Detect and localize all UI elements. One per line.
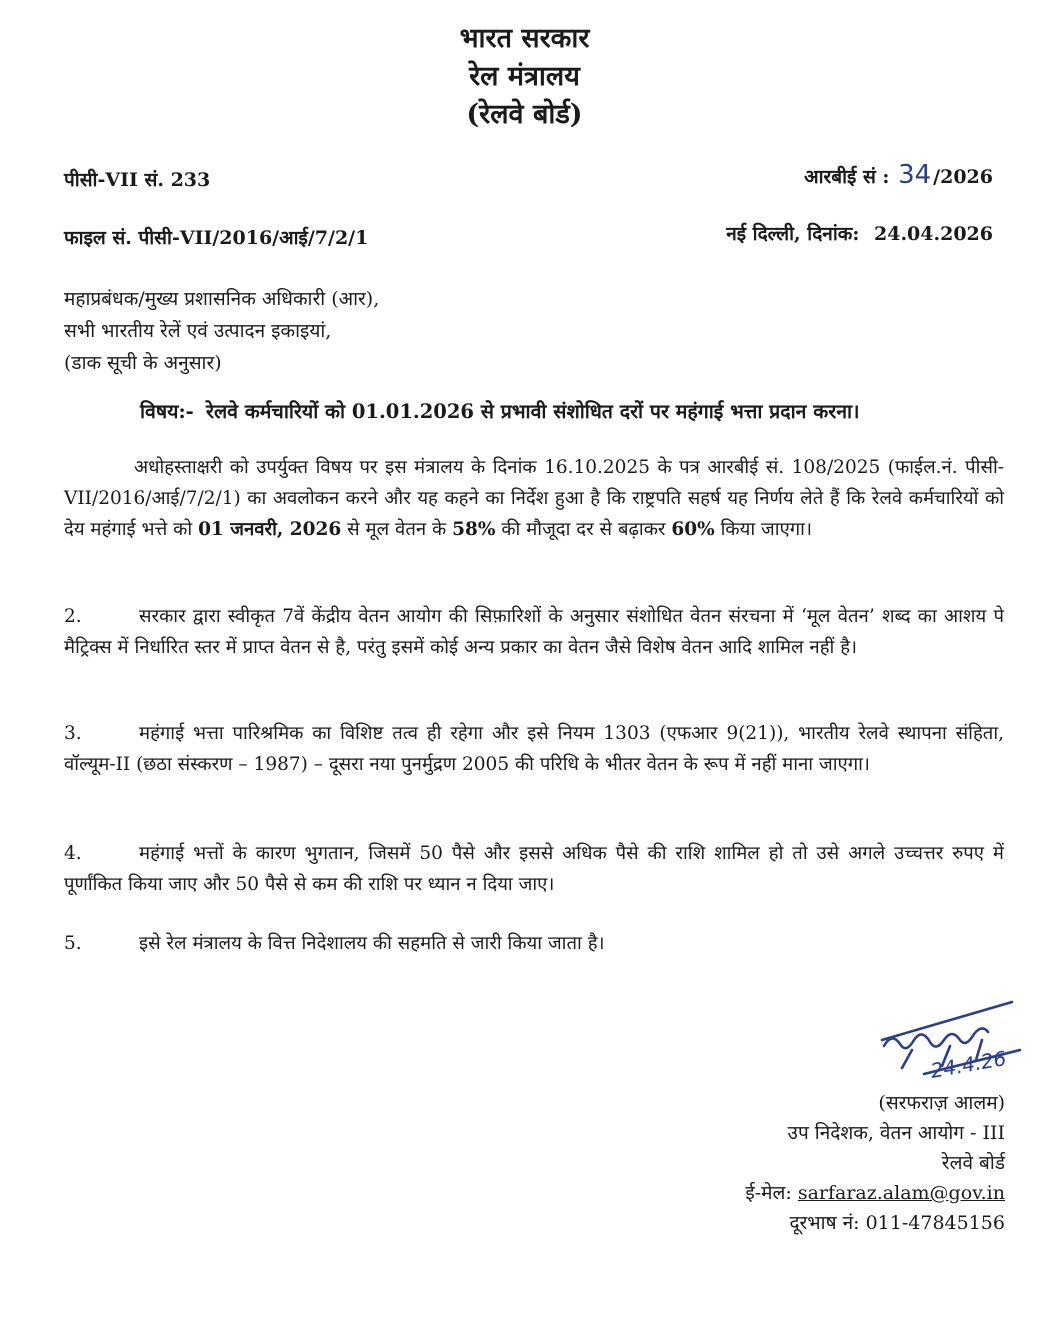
- paragraph-5: 5. इसे रेल मंत्रालय के वित्त निदेशालय की सहमति से जारी किया जाता है।: [64, 928, 1004, 959]
- rbe-number: [804, 160, 993, 190]
- rbe-handwritten-number: 34: [898, 160, 932, 190]
- subject-line: [140, 397, 859, 424]
- signatory-designation: उप निदेशक, वेतन आयोग - III: [787, 1122, 1005, 1144]
- signatory-block: [745, 1088, 1005, 1238]
- new-rate: 60%: [671, 519, 715, 540]
- place-date: [726, 220, 993, 246]
- place-date-label: नई दिल्ली, दिनांक:: [726, 223, 860, 245]
- phone-label: दूरभाष नं:: [789, 1212, 860, 1234]
- paragraph-1: अधोहस्ताक्षरी को उपर्युक्त विषय पर इस मंत्रालय के दिनांक 16.10.2025 के पत्र आरबीई सं. 108/2025 (फाईल.नं. पीसी-VII/2016/आई/7/2/1) का अवलोकन करने और यह कहने का निर्देश हुआ है कि राष्ट्रपति सहर्ष यह निर्णय लेते हैं कि रेलवे कर्मचारियों को देय महंगाई भत्ते को 01 जनवरी, 2026 से मूल वेतन के 58% की मौजूदा दर से बढ़ाकर 60% किया जाएगा।: [64, 457, 1004, 540]
- email-label: ई-मेल:: [745, 1182, 792, 1204]
- paragraph-5-number: 5.: [64, 933, 82, 954]
- header-govt: भारत सरकार: [459, 23, 590, 54]
- letter-date: 24.04.2026: [874, 223, 993, 245]
- handwritten-signature: [862, 988, 1042, 1098]
- rbe-prefix: आरबीई सं :: [804, 166, 890, 188]
- file-number: फाइल सं. पीसी-VII/2016/आई/7/2/1: [64, 227, 369, 249]
- paragraph-4: 4. महंगाई भत्तों के कारण भुगतान, जिसमें 50 पैसे और इससे अधिक पैसे की राशि शामिल हो तो उसे अगले उच्चत्तर रुपए में पूर्णांकित किया जाए और 50 पैसे से कम की राशि पर ध्यान न दिया जाए।: [64, 838, 1004, 900]
- signature-date: 24.4.26: [928, 1046, 1009, 1083]
- phone-line: [745, 1208, 1005, 1238]
- addressee-line-1: महाप्रबंधक/मुख्य प्रशासनिक अधिकारी (आर),: [64, 288, 380, 310]
- paragraph-2-number: 2.: [64, 606, 82, 627]
- addressee-line-2: सभी भारतीय रेलें एवं उत्पादन इकाइयां,: [64, 320, 332, 342]
- paragraph-2: 2. सरकार द्वारा स्वीकृत 7वें केंद्रीय वेतन आयोग की सिफ़ारिशों के अनुसार संशोधित वेतन संरचना में ‘मूल वेतन’ शब्द का आशय पे मैट्रिक्स में निर्धारित स्तर में प्राप्त वेतन से है, परंतु इसमें कोई अन्य प्रकार का वेतन जैसे विशेष वेतन आदि शामिल नहीं है।: [64, 601, 1004, 663]
- paragraph-3: 3. महंगाई भत्ता पारिश्रमिक का विशिष्ट तत्व ही रहेगा और इसे नियम 1303 (एफआर 9(21)), भारतीय रेलवे स्थापना संहिता, वॉल्यूम-II (छठा संस्करण – 1987) – दूसरा नया पुनर्मुद्रण 2005 की परिधि के भीतर वेतन के रूप में नहीं माना जाएगा।: [64, 718, 1004, 780]
- addressee-line-3: (डाक सूची के अनुसार): [64, 352, 222, 374]
- email-link[interactable]: sarfaraz.alam@gov.in: [797, 1182, 1005, 1204]
- header-board: (रेलवे बोर्ड): [466, 99, 583, 130]
- subject-label: विषय:-: [140, 400, 194, 423]
- signatory-office: रेलवे बोर्ड: [941, 1152, 1005, 1174]
- header-ministry: रेल मंत्रालय: [469, 61, 580, 92]
- paragraph-3-number: 3.: [64, 723, 82, 744]
- subject-text: रेलवे कर्मचारियों को 01.01.2026 से प्रभावी संशोधित दरों पर महंगाई भत्ता प्रदान करना।: [205, 400, 860, 423]
- signatory-name: (सरफराज़ आलम): [878, 1092, 1005, 1114]
- phone-number: 011-47845156: [865, 1212, 1005, 1234]
- paragraph-4-number: 4.: [64, 843, 82, 864]
- pc-number: पीसी-VII सं. 233: [64, 169, 211, 191]
- addressee-block: [64, 283, 379, 379]
- effective-date: 01 जनवरी, 2026: [198, 519, 342, 540]
- email-line: [745, 1178, 1005, 1208]
- rbe-year: /2026: [933, 166, 993, 188]
- old-rate: 58%: [452, 519, 496, 540]
